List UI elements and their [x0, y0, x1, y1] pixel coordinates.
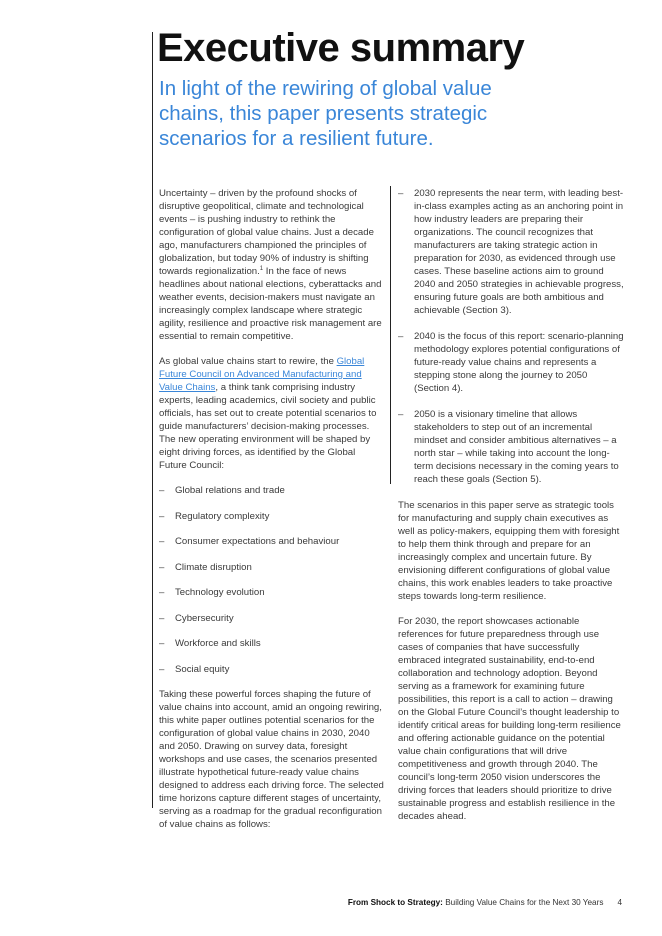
global-future-council-link[interactable]: Global Future Council on Advanced Manufacturing and Value Chains	[159, 356, 365, 393]
list-item	[159, 484, 385, 497]
force-label: Global relations and trade	[175, 485, 285, 496]
dash-bullet: –	[159, 536, 165, 547]
council-text: As global value chains start to rewire, the	[159, 356, 337, 367]
dash-bullet: –	[398, 188, 404, 199]
force-label: Technology evolution	[175, 587, 265, 598]
list-item	[159, 637, 385, 650]
list-item	[159, 561, 385, 574]
council-text-cont: , a think tank comprising industry experts, leading academics, civil society and public officials, has set out to create potential scenarios to guide manufacturers’ decision-making processes. The new operating environment will be shaped by eight driving forces, as identified by the Global Future Council:	[159, 382, 377, 471]
horizon-text: 2050 is a visionary timeline that allows stakeholders to step out of an incremental mindset and consider ambitious alternatives – a north star – while taking into account the long-term decisions necessary in the coming years to reach these goals (Section 5).	[414, 409, 619, 485]
intro-text-cont: In the face of news headlines about national elections, cyberattacks and weather events, decision-makers must navigate an increasingly complex landscape where strategic agility, resilience and proactive risk management are essential to remain competitive.	[159, 266, 382, 342]
list-item	[159, 535, 385, 548]
driving-forces-list	[159, 484, 385, 676]
dash-bullet: –	[398, 409, 404, 420]
footer-report-title: From Shock to Strategy:	[347, 898, 443, 907]
strategic-tools-paragraph: The scenarios in this paper serve as strategic tools for manufacturing and supply chain executives as well as policy-makers, equipping them with foresight to help them think through and prepare for an increasingly complex and uncertain future. By envisioning different configurations of global value chains, this work enables leaders to take proactive steps towards long-term resilience.	[398, 500, 620, 602]
page-subtitle: In light of the rewiring of global value chains, this paper presents strategic scenarios for a resilient future.	[159, 77, 492, 150]
column-divider-rule	[390, 186, 391, 484]
call-to-action-paragraph: For 2030, the report showcases actionable references for future preparedness through use cases of companies that have successfully embraced integrated sustainability, end-to-end collaboration and technology adoption. Beyond serving as a framework for examining future possibilities, this report is a call to action – drawing on the Global Future Council’s thought leadership to identify critical areas for building long-term resilience and offering actionable guidance on the potential value chain configurations that will drive competitiveness and growth through 2040. The council’s long-term 2050 vision underscores the driving forces that leaders should prioritize to drive sustainable progress and establish resilience in the decades ahead.	[398, 616, 621, 822]
horizon-2030	[398, 187, 624, 317]
horizon-2040	[398, 330, 624, 395]
footer-report-subtitle: Building Value Chains for the Next 30 Years	[442, 898, 604, 907]
dash-bullet: –	[159, 485, 165, 496]
page-number: 4	[617, 898, 622, 907]
horizon-text: 2040 is the focus of this report: scenario-planning methodology explores potential configurations of future-ready value chains and represents a stepping stone along the journey to 2050 (Section 4).	[414, 331, 624, 394]
force-label: Climate disruption	[175, 561, 252, 573]
intro-text: Uncertainty – driven by the profound shocks of disruptive geopolitical, climate and technological events – is pushing industry to rethink the configuration of global value chains. Just a decade ago, manufacturers championed the principles of globalization, but today 90% of industry is shifting towards regionalization.	[159, 188, 374, 277]
left-column	[159, 187, 385, 843]
dash-bullet: –	[159, 561, 165, 573]
dash-bullet: –	[159, 663, 165, 675]
force-label: Cybersecurity	[175, 612, 234, 624]
force-label: Social equity	[175, 663, 230, 675]
scenarios-paragraph: Taking these powerful forces shaping the future of value chains into account, amid an ongoing rewiring, this white paper outlines potential scenarios for the configuration of global value chains in 2030, 2040 and 2050. Drawing on survey data, foresight workshops and use cases, the scenarios presented illustrate hypothetical future-ready value chains designed to address each driving force. The selected time horizons capture different stages of uncertainty, serving as a roadmap for the gradual reconfiguration of value chains as follows:	[159, 689, 384, 830]
force-label: Workforce and skills	[175, 638, 261, 649]
list-item	[159, 586, 385, 599]
dash-bullet: –	[159, 612, 165, 624]
horizon-2050	[398, 408, 624, 486]
horizon-text: 2030 represents the near term, with leading best-in-class examples acting as an anchoring point in how industry leaders are preparing their organizations. The council recognizes that manufacturers are taking strategic action in preparation for 2030, as evidenced through use cases. These baseline actions aim to ground 2040 and 2050 strategies in achievable progress, ensuring future goals are both ambitious and achievable (Section 3).	[414, 188, 624, 316]
force-label: Regulatory complexity	[175, 510, 270, 522]
force-label: Consumer expectations and behaviour	[175, 536, 340, 547]
page-footer	[348, 898, 622, 907]
dash-bullet: –	[159, 638, 165, 649]
dash-bullet: –	[159, 587, 165, 598]
left-margin-rule	[152, 32, 153, 808]
right-column	[398, 187, 624, 835]
list-item	[159, 663, 385, 676]
dash-bullet: –	[398, 331, 404, 342]
list-item	[159, 510, 385, 523]
page-title: Executive summary	[157, 26, 525, 70]
council-paragraph	[159, 355, 385, 472]
intro-paragraph	[159, 187, 385, 343]
list-item	[159, 612, 385, 625]
dash-bullet: –	[159, 510, 165, 522]
footnote-ref[interactable]: 1	[259, 265, 264, 272]
